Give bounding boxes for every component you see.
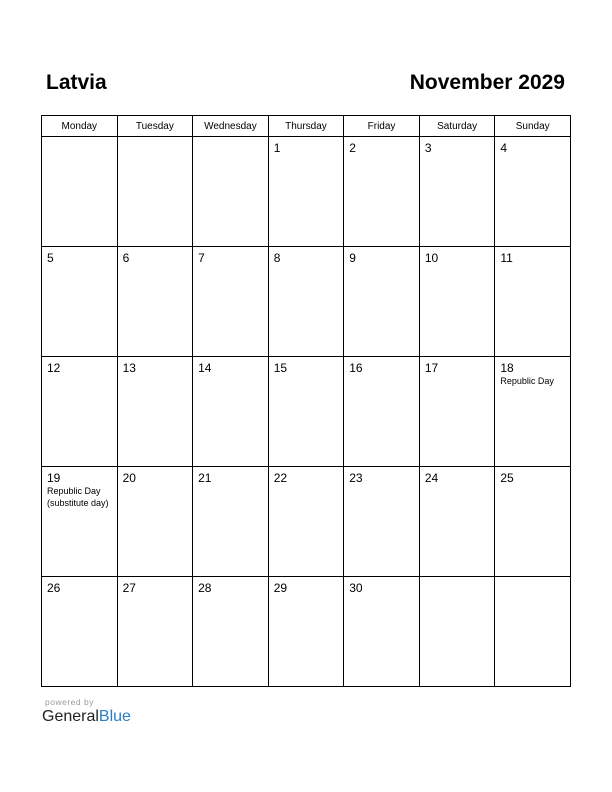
day-number: 6 — [122, 251, 130, 265]
weekday-saturday: Saturday — [419, 116, 495, 137]
day-number: 1 — [273, 141, 281, 155]
day-cell-content — [269, 357, 344, 375]
day-cell-content — [269, 137, 344, 155]
week-row — [42, 247, 571, 357]
day-number: 26 — [47, 581, 61, 595]
day-number: 23 — [349, 471, 363, 485]
day-number: 25 — [500, 471, 514, 485]
day-cell — [193, 467, 269, 577]
day-number: 7 — [198, 251, 205, 265]
day-cell-content — [42, 577, 117, 595]
day-cell — [117, 357, 193, 467]
day-cell-content — [495, 577, 570, 581]
weekday-friday: Friday — [344, 116, 420, 137]
day-cell — [268, 137, 344, 247]
day-number: 14 — [198, 361, 212, 375]
brand-blue-text: Blue — [98, 708, 131, 725]
day-cell-content — [344, 467, 419, 485]
day-cell-content — [420, 467, 495, 485]
day-cell — [419, 577, 495, 687]
day-cell-content — [344, 247, 419, 265]
day-cell-content — [420, 247, 495, 265]
day-cell-content — [118, 357, 193, 375]
day-cell-content — [193, 247, 268, 265]
day-cell-content — [495, 247, 570, 265]
day-number: 11 — [500, 251, 513, 265]
day-cell — [42, 357, 118, 467]
day-cell — [193, 247, 269, 357]
day-cell — [495, 467, 571, 577]
day-cell — [268, 467, 344, 577]
day-cell-content — [495, 357, 570, 387]
day-cell-content — [42, 247, 117, 265]
day-cell-content — [344, 137, 419, 155]
day-cell-content — [42, 467, 117, 509]
day-cell — [117, 467, 193, 577]
day-number: 3 — [424, 141, 432, 155]
holiday-label: Republic Day — [500, 376, 554, 386]
day-number: 28 — [198, 581, 212, 595]
day-number: 2 — [349, 141, 356, 155]
day-number: 15 — [273, 361, 288, 375]
day-cell — [268, 247, 344, 357]
day-cell-content — [118, 137, 193, 141]
day-number: 29 — [273, 581, 288, 595]
week-row — [42, 577, 571, 687]
day-number: 12 — [47, 361, 61, 375]
weekday-monday: Monday — [42, 116, 118, 137]
day-cell-content — [193, 467, 268, 485]
calendar-body — [42, 137, 571, 687]
day-cell — [495, 577, 571, 687]
day-cell — [344, 467, 420, 577]
day-cell-content — [42, 137, 117, 141]
day-number: 19 — [47, 471, 61, 485]
brand-general-text: General — [42, 708, 99, 725]
day-cell — [193, 577, 269, 687]
day-cell-content — [193, 577, 268, 595]
day-cell — [42, 577, 118, 687]
day-cell — [193, 137, 269, 247]
day-cell-content — [42, 357, 117, 375]
day-cell — [268, 577, 344, 687]
weekday-header-row — [42, 116, 571, 137]
day-cell — [495, 357, 571, 467]
day-cell-content — [495, 137, 570, 155]
day-number: 22 — [273, 471, 288, 485]
day-cell — [344, 137, 420, 247]
day-cell — [495, 247, 571, 357]
day-cell — [117, 137, 193, 247]
day-cell — [268, 357, 344, 467]
holiday-label: Republic Day (substitute day) — [47, 486, 109, 508]
day-cell-content — [118, 467, 193, 485]
day-cell — [117, 247, 193, 357]
calendar-grid — [41, 115, 571, 687]
day-cell-content — [420, 137, 495, 155]
day-number: 30 — [349, 581, 363, 595]
weekday-sunday: Sunday — [495, 116, 571, 137]
day-number: 27 — [122, 581, 136, 595]
day-number: 18 — [500, 361, 514, 375]
brand-logo — [42, 708, 131, 726]
day-cell-content — [118, 577, 193, 595]
day-cell-content — [344, 357, 419, 375]
month-title: November 2029 — [409, 71, 565, 94]
weekday-tuesday: Tuesday — [117, 116, 193, 137]
day-cell — [42, 137, 118, 247]
day-cell-content — [420, 357, 495, 375]
day-number: 17 — [424, 361, 439, 375]
day-cell — [419, 467, 495, 577]
country-title: Latvia — [46, 71, 107, 94]
week-row — [42, 137, 571, 247]
weekday-wednesday: Wednesday — [193, 116, 269, 137]
day-cell-content — [193, 137, 268, 141]
powered-by-label: powered by — [45, 697, 94, 707]
day-cell — [117, 577, 193, 687]
day-number: 13 — [122, 361, 136, 375]
day-cell — [193, 357, 269, 467]
day-cell — [42, 467, 118, 577]
day-cell — [419, 357, 495, 467]
day-cell-content — [193, 357, 268, 375]
day-number: 5 — [47, 251, 54, 265]
day-cell — [344, 577, 420, 687]
day-cell — [419, 247, 495, 357]
day-cell-content — [495, 467, 570, 485]
day-cell-content — [118, 247, 193, 265]
day-cell-content — [269, 467, 344, 485]
day-cell — [419, 137, 495, 247]
week-row — [42, 467, 571, 577]
day-number: 4 — [500, 141, 508, 155]
day-number: 24 — [424, 471, 439, 485]
day-number: 8 — [273, 251, 281, 265]
day-cell — [42, 247, 118, 357]
week-row — [42, 357, 571, 467]
day-cell — [495, 137, 571, 247]
day-number: 20 — [122, 471, 136, 485]
day-cell-content — [269, 247, 344, 265]
day-cell-content — [269, 577, 344, 595]
day-number: 10 — [424, 251, 439, 265]
day-number: 21 — [198, 471, 212, 485]
day-cell-content — [344, 577, 419, 595]
day-number: 9 — [349, 251, 356, 265]
day-cell — [344, 357, 420, 467]
day-cell — [344, 247, 420, 357]
weekday-thursday: Thursday — [268, 116, 344, 137]
day-number: 16 — [349, 361, 363, 375]
day-cell-content — [420, 577, 495, 581]
